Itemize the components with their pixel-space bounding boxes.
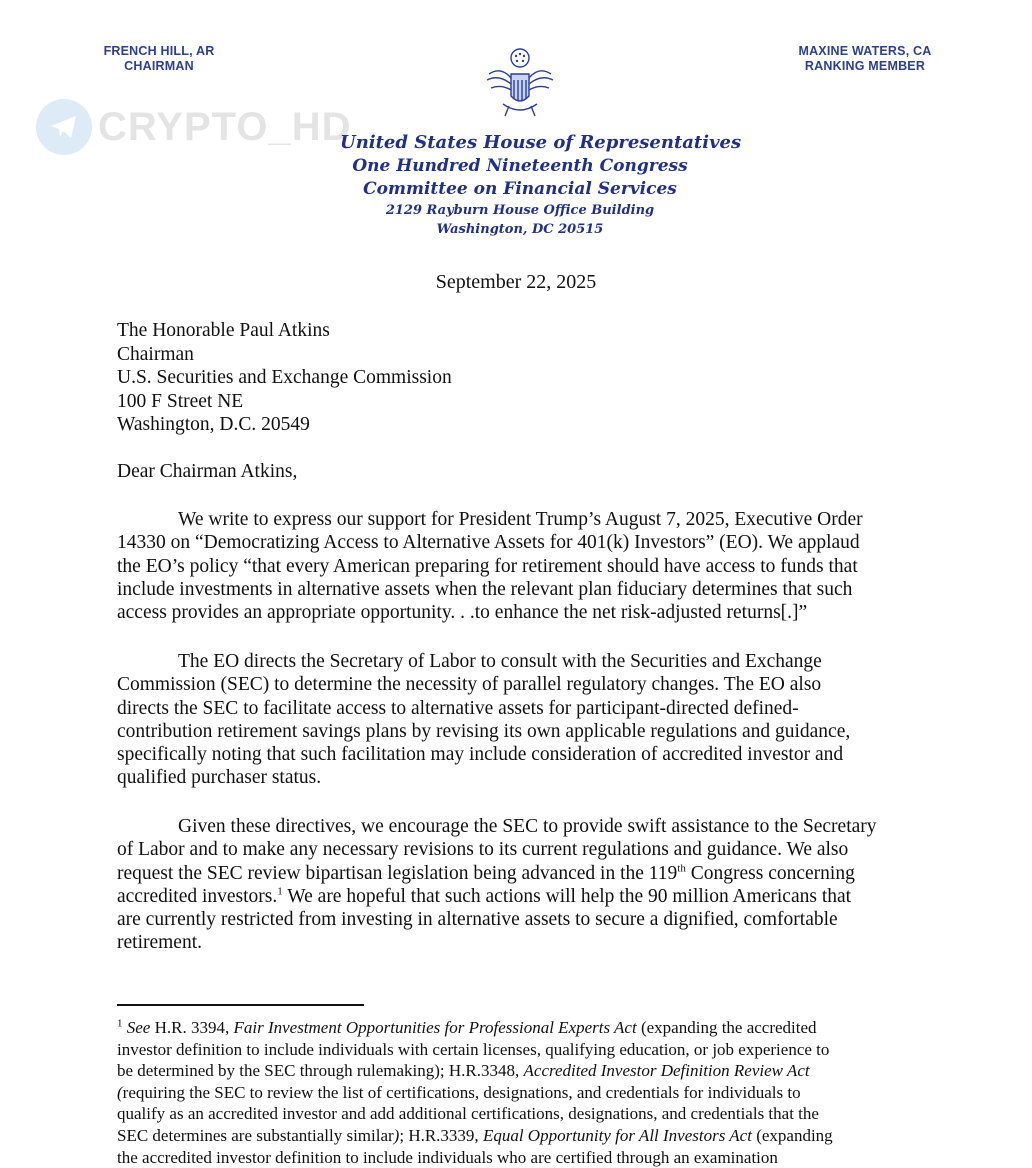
- address-line: The Honorable Paul Atkins: [117, 320, 330, 341]
- footnote-line: qualify as an accredited investor and add additional certifications, designations, and credentials that the: [117, 1104, 819, 1124]
- footnote-number: 1: [117, 1017, 123, 1030]
- text-run: We are hopeful that such actions will help the 90 million Americans that: [282, 885, 852, 907]
- watermark-text: CRYPTO_HD: [98, 104, 352, 149]
- text-run: (expanding the accredited: [636, 1018, 817, 1037]
- address-line: Washington, D.C. 20549: [117, 414, 310, 435]
- paragraph-line: [117, 862, 877, 885]
- telegram-icon: [36, 99, 92, 155]
- eagle-seal-icon: [481, 44, 559, 122]
- footnote-line: [117, 1125, 833, 1147]
- paragraph-2: [117, 650, 850, 790]
- paragraph-line: directs the SEC to facilitate access to alternative assets for participant-directed defined-: [117, 697, 799, 719]
- letterhead-committee: Committee on Financial Services: [363, 179, 677, 199]
- paragraph-line: Given these directives, we encourage the SEC to provide swift assistance to the Secretary: [178, 816, 877, 837]
- bill-title: Equal Opportunity for All Investors Act: [482, 1125, 752, 1145]
- chairman-title: CHAIRMAN: [124, 59, 194, 73]
- footnote-divider: [117, 1004, 364, 1006]
- paragraph-line: retirement.: [117, 932, 202, 954]
- paragraph-line: of Labor and to make any necessary revisions to its current regulations and guidance. We also: [117, 839, 849, 861]
- paragraph-line: include investments in alternative assets when the relevant plan fiduciary determines that such: [117, 578, 853, 600]
- ranking-member-title: RANKING MEMBER: [804, 59, 926, 73]
- letterhead-building: 2129 Rayburn House Office Building: [385, 203, 655, 218]
- letterhead-city: Washington, DC 20515: [436, 222, 604, 237]
- paragraph-line: The EO directs the Secretary of Labor to consult with the Securities and Exchange: [178, 651, 822, 672]
- text-run: H.R. 3394,: [150, 1018, 234, 1037]
- paragraph-1: [117, 508, 863, 624]
- bill-title: Fair Investment Opportunities for Professional Experts Act: [233, 1018, 637, 1037]
- paragraph-line: Commission (SEC) to determine the necessity of parallel regulatory changes. The EO also: [117, 674, 822, 696]
- paragraph-line: 14330 on “Democratizing Access to Alternative Assets for 401(k) Investors” (EO). We applaud: [117, 532, 860, 554]
- footnote: [117, 1017, 833, 1168]
- text-run: (expanding: [751, 1125, 833, 1145]
- text-run: accredited investors.: [117, 885, 278, 907]
- ordinal-suffix: th: [677, 862, 686, 875]
- watermark: [36, 98, 352, 156]
- paragraph-3: [117, 815, 877, 955]
- paragraph-line: We write to express our support for President Trump’s August 7, 2025, Executive Order: [178, 509, 863, 530]
- text-run: ; H.R.3339,: [399, 1125, 483, 1145]
- text-run: SEC determines are substantially similar: [117, 1125, 394, 1145]
- ranking-member-name: MAXINE WATERS, CA: [798, 44, 932, 58]
- footnote-line: the accredited investor definition to include individuals who are certified through an examination: [117, 1147, 778, 1167]
- letterhead: [340, 130, 742, 239]
- text-run: (: [117, 1082, 123, 1102]
- letterhead-congress: One Hundred Nineteenth Congress: [352, 156, 688, 176]
- address-line: 100 F Street NE: [117, 390, 244, 412]
- paragraph-line: are currently restricted from investing in alternative assets to secure a dignified, comfortable: [117, 909, 838, 931]
- footnote-line: [117, 1060, 833, 1082]
- ranking-member-header: [794, 44, 936, 74]
- footnote-line: [117, 1082, 833, 1104]
- paragraph-line: the EO’s policy “that every American preparing for retirement should have access to funds that: [117, 555, 858, 577]
- text-run: Congress concerning: [685, 862, 855, 884]
- footnote-reference[interactable]: 1: [277, 885, 283, 898]
- text-run: See: [126, 1018, 151, 1037]
- chairman-name: FRENCH HILL, AR: [103, 44, 215, 58]
- text-run: ): [393, 1125, 400, 1145]
- address-line: U.S. Securities and Exchange Commission: [117, 367, 452, 388]
- paragraph-line: access provides an appropriate opportunity. . .to enhance the net risk-adjusted returns[.]”: [117, 602, 808, 624]
- paragraph-line: specifically noting that such facilitation may include consideration of accredited investor and: [117, 744, 844, 766]
- paragraph-line: qualified purchaser status.: [117, 767, 322, 789]
- paragraph-line: contribution retirement savings plans by revising its own applicable regulations and guidance,: [117, 720, 851, 742]
- text-run: request the SEC review bipartisan legislation being advanced in the 119: [117, 862, 678, 884]
- recipient-address: [117, 319, 452, 437]
- bill-title: Accredited Investor Definition Review Act: [523, 1061, 810, 1081]
- paragraph-line: [117, 885, 877, 908]
- footnote-line: investor definition to include individuals with certain licenses, qualifying education, or job experience to: [117, 1039, 830, 1059]
- chairman-header: [100, 44, 218, 74]
- letterhead-house: United States House of Representatives: [340, 132, 742, 153]
- text-run: requiring the SEC to review the list of certifications, designations, and credentials for individuals to: [122, 1082, 801, 1102]
- footnote-line: [117, 1017, 833, 1039]
- salutation: Dear Chairman Atkins,: [117, 461, 298, 482]
- address-line: Chairman: [117, 343, 194, 365]
- text-run: be determined by the SEC through rulemaking); H.R.3348,: [117, 1061, 524, 1081]
- letter-date: September 22, 2025: [435, 271, 597, 293]
